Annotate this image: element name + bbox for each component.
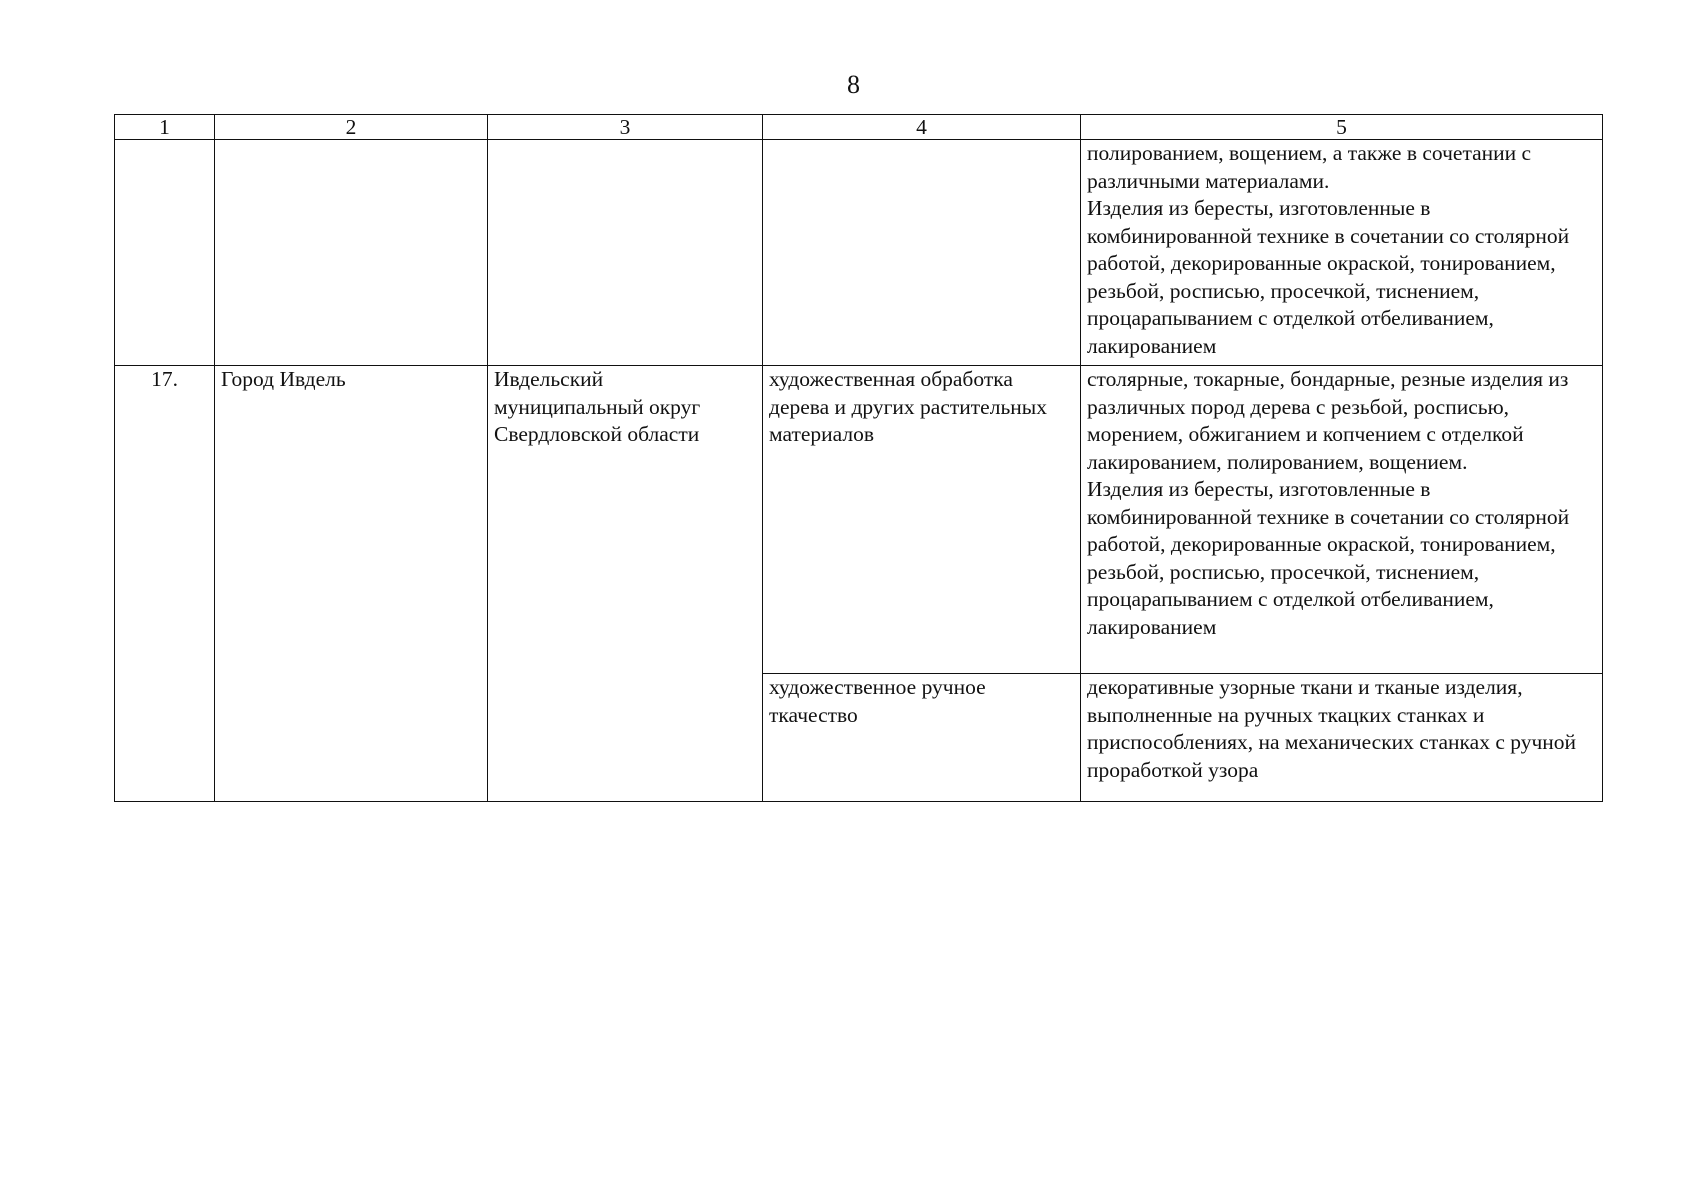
continuation-cell-municipality — [488, 140, 763, 366]
column-number-header-row — [115, 115, 1603, 140]
page-number: 8 — [847, 70, 860, 99]
municipality-cell: Ивдельский муниципальный округ Свердловской области — [488, 366, 763, 802]
row-number-cell: 17. — [115, 366, 215, 802]
products-wood-text-1: столярные, токарные, бондарные, резные изделия из различных пород дерева с резьбой, росписью, морением, обжиганием и копчением с отделкой лакированием, полированием, вощением. — [1087, 367, 1569, 474]
continuation-row — [115, 140, 1603, 366]
column-number-1: 1 — [115, 115, 215, 140]
continuation-products-text-1: полированием, вощением, а также в сочетании с различными материалами. — [1087, 141, 1532, 193]
column-number-4: 4 — [763, 115, 1081, 140]
products-wood-text-2: Изделия из бересты, изготовленные в комбинированной технике в сочетании со столярной работой, декорированные окраской, тонированием, резьбой, росписью, просечкой, тиснением, процарапыванием с отделкой отбеливанием, лакированием — [1087, 477, 1570, 639]
continuation-cell-products — [1081, 140, 1603, 366]
craft-cell-wood: художественная обработка дерева и других растительных материалов — [763, 366, 1081, 674]
place-cell: Город Ивдель — [215, 366, 488, 802]
table-row-17-wood — [115, 366, 1603, 674]
craft-cell-weaving: художественное ручное ткачество — [763, 674, 1081, 802]
continuation-cell-place — [215, 140, 488, 366]
column-number-5: 5 — [1081, 115, 1603, 140]
column-number-3: 3 — [488, 115, 763, 140]
products-weaving-text-1: декоративные узорные ткани и тканые изделия, выполненные на ручных ткацких станках и приспособлениях, на механических станках с ручной проработкой узора — [1087, 675, 1577, 782]
products-cell-weaving — [1081, 674, 1603, 802]
continuation-cell-number — [115, 140, 215, 366]
continuation-products-text-2: Изделия из бересты, изготовленные в комбинированной технике в сочетании со столярной работой, декорированные окраской, тонированием, резьбой, росписью, просечкой, тиснением, процарапыванием с отделкой отбеливанием, лакированием — [1087, 196, 1570, 358]
column-number-2: 2 — [215, 115, 488, 140]
products-cell-wood — [1081, 366, 1603, 674]
crafts-table — [114, 114, 1603, 802]
continuation-cell-craft — [763, 140, 1081, 366]
